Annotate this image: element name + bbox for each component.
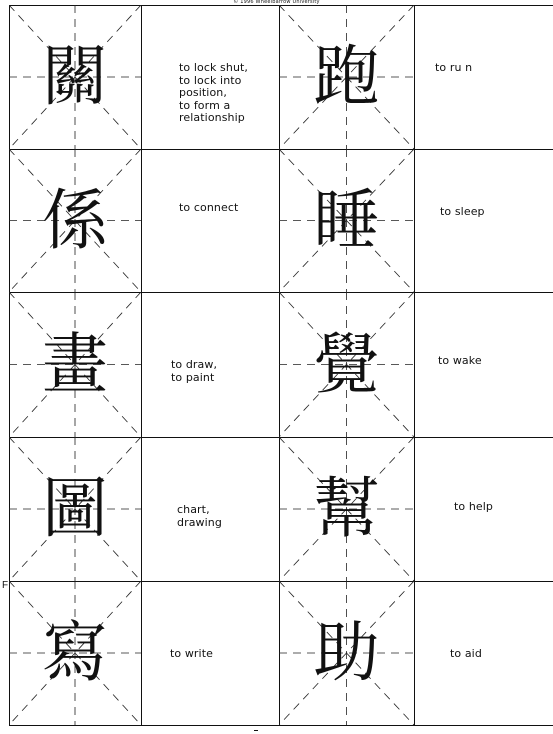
english-meaning: to write — [170, 647, 213, 660]
character-cell — [279, 292, 414, 437]
copyright-notice: © 1996 Wheelbarrow University — [233, 0, 320, 5]
character-cell — [9, 581, 141, 725]
chinese-character: 寫 — [42, 614, 108, 691]
character-cell — [279, 5, 414, 149]
chinese-character: 畫 — [42, 325, 108, 403]
chinese-character: 睡 — [313, 181, 380, 259]
chinese-character: 關 — [42, 38, 108, 115]
chinese-character: 幫 — [313, 470, 380, 547]
chinese-character: 助 — [313, 614, 380, 691]
chinese-character: 覺 — [313, 325, 380, 403]
bottom-tick-mark — [254, 730, 258, 731]
meaning-cell — [414, 437, 553, 581]
english-meaning: chart, drawing — [177, 503, 222, 529]
grid-horizontal-line — [9, 725, 553, 726]
character-cell — [9, 149, 141, 292]
meaning-cell — [141, 292, 279, 437]
english-meaning: to aid — [450, 647, 482, 660]
margin-marker: F — [2, 580, 9, 591]
character-cell — [279, 437, 414, 581]
meaning-cell — [141, 581, 279, 725]
chinese-character: 跑 — [313, 38, 380, 115]
english-meaning: to connect — [179, 201, 239, 214]
english-meaning: to draw, to paint — [171, 358, 218, 384]
chinese-character: 係 — [42, 181, 108, 259]
character-cell — [279, 581, 414, 725]
character-cell — [9, 437, 141, 581]
english-meaning: to help — [454, 500, 494, 513]
meaning-cell — [414, 149, 553, 292]
meaning-cell — [141, 149, 279, 292]
character-cell — [9, 5, 141, 149]
meaning-cell — [414, 581, 553, 725]
meaning-cell — [414, 5, 553, 149]
meaning-cell — [414, 292, 553, 437]
character-cell — [9, 292, 141, 437]
character-cell — [279, 149, 414, 292]
english-meaning: to lock shut, to lock into position, to form a relationship — [179, 61, 249, 124]
english-meaning: to wake — [438, 354, 482, 367]
chinese-character: 圖 — [42, 470, 108, 547]
english-meaning: to sleep — [440, 205, 485, 218]
english-meaning: to ru n — [435, 61, 473, 74]
meaning-cell — [141, 5, 279, 149]
meaning-cell — [141, 437, 279, 581]
flashcard-grid — [9, 5, 553, 726]
